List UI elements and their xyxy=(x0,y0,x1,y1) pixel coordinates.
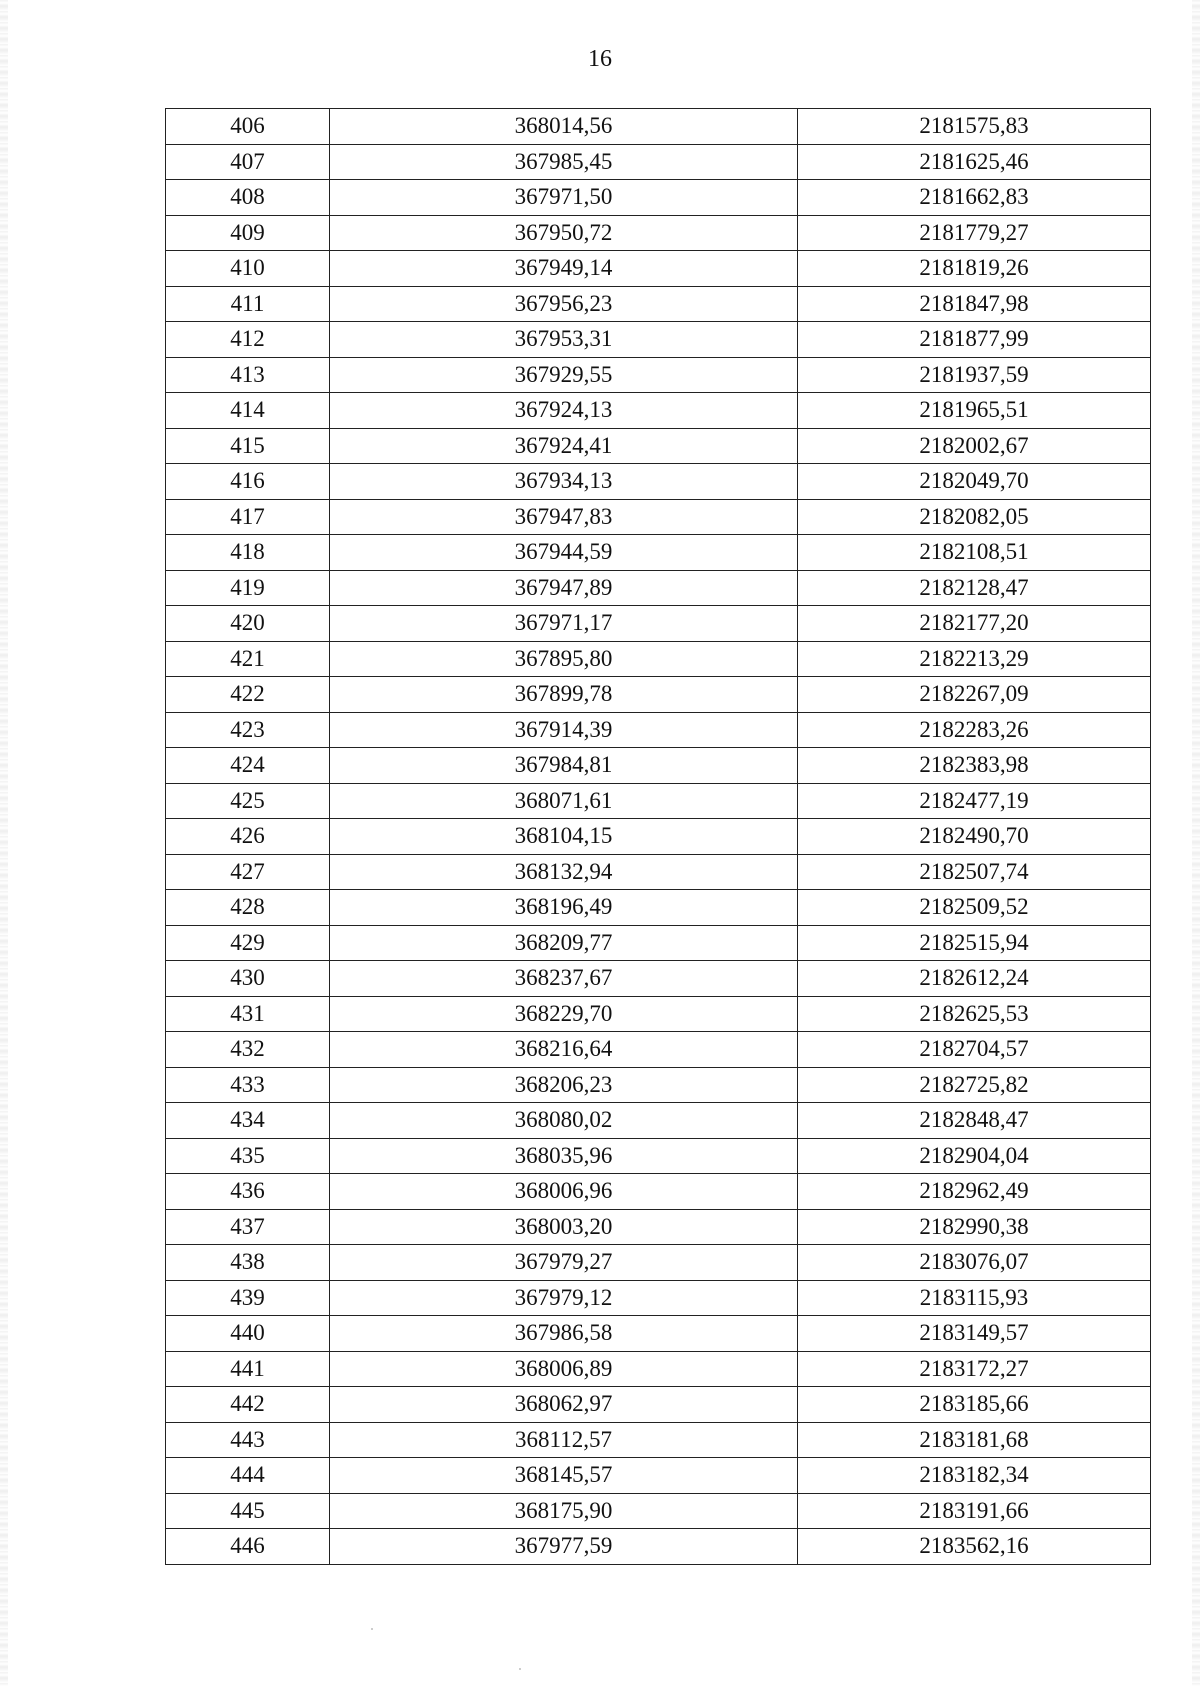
coordinates-table xyxy=(165,108,1151,1565)
point-number-cell: 425 xyxy=(166,783,330,819)
y-coordinate-cell: 2182509,52 xyxy=(798,890,1151,926)
table-row xyxy=(166,1067,1151,1103)
point-number-cell: 445 xyxy=(166,1493,330,1529)
scan-edge-right xyxy=(1192,0,1200,1686)
y-coordinate-cell: 2183191,66 xyxy=(798,1493,1151,1529)
x-coordinate-cell: 368006,89 xyxy=(330,1351,798,1387)
x-coordinate-cell: 368206,23 xyxy=(330,1067,798,1103)
x-coordinate-cell: 368145,57 xyxy=(330,1458,798,1494)
x-coordinate-cell: 368035,96 xyxy=(330,1138,798,1174)
table-row xyxy=(166,1529,1151,1565)
y-coordinate-cell: 2183076,07 xyxy=(798,1245,1151,1281)
table-row xyxy=(166,606,1151,642)
y-coordinate-cell: 2182962,49 xyxy=(798,1174,1151,1210)
x-coordinate-cell: 367895,80 xyxy=(330,641,798,677)
y-coordinate-cell: 2182477,19 xyxy=(798,783,1151,819)
x-coordinate-cell: 367953,31 xyxy=(330,322,798,358)
y-coordinate-cell: 2182108,51 xyxy=(798,535,1151,571)
x-coordinate-cell: 368080,02 xyxy=(330,1103,798,1139)
y-coordinate-cell: 2182213,29 xyxy=(798,641,1151,677)
table-row xyxy=(166,322,1151,358)
y-coordinate-cell: 2182002,67 xyxy=(798,428,1151,464)
y-coordinate-cell: 2182082,05 xyxy=(798,499,1151,535)
y-coordinate-cell: 2181625,46 xyxy=(798,144,1151,180)
y-coordinate-cell: 2183562,16 xyxy=(798,1529,1151,1565)
y-coordinate-cell: 2181937,59 xyxy=(798,357,1151,393)
point-number-cell: 410 xyxy=(166,251,330,287)
point-number-cell: 407 xyxy=(166,144,330,180)
x-coordinate-cell: 368229,70 xyxy=(330,996,798,1032)
y-coordinate-cell: 2182383,98 xyxy=(798,748,1151,784)
x-coordinate-cell: 368104,15 xyxy=(330,819,798,855)
point-number-cell: 443 xyxy=(166,1422,330,1458)
x-coordinate-cell: 368062,97 xyxy=(330,1387,798,1423)
table-row xyxy=(166,357,1151,393)
x-coordinate-cell: 367934,13 xyxy=(330,464,798,500)
table-row xyxy=(166,1138,1151,1174)
point-number-cell: 414 xyxy=(166,393,330,429)
x-coordinate-cell: 368112,57 xyxy=(330,1422,798,1458)
y-coordinate-cell: 2182848,47 xyxy=(798,1103,1151,1139)
point-number-cell: 426 xyxy=(166,819,330,855)
x-coordinate-cell: 368132,94 xyxy=(330,854,798,890)
table-row xyxy=(166,996,1151,1032)
x-coordinate-cell: 367947,89 xyxy=(330,570,798,606)
x-coordinate-cell: 367986,58 xyxy=(330,1316,798,1352)
table-row xyxy=(166,1422,1151,1458)
table-row xyxy=(166,286,1151,322)
table-row xyxy=(166,499,1151,535)
table-row xyxy=(166,890,1151,926)
y-coordinate-cell: 2182612,24 xyxy=(798,961,1151,997)
x-coordinate-cell: 367899,78 xyxy=(330,677,798,713)
scan-speck xyxy=(371,1628,373,1630)
y-coordinate-cell: 2182267,09 xyxy=(798,677,1151,713)
x-coordinate-cell: 368003,20 xyxy=(330,1209,798,1245)
table-row xyxy=(166,215,1151,251)
y-coordinate-cell: 2182725,82 xyxy=(798,1067,1151,1103)
x-coordinate-cell: 368209,77 xyxy=(330,925,798,961)
y-coordinate-cell: 2182515,94 xyxy=(798,925,1151,961)
point-number-cell: 408 xyxy=(166,180,330,216)
table-row xyxy=(166,1103,1151,1139)
point-number-cell: 424 xyxy=(166,748,330,784)
table-row xyxy=(166,854,1151,890)
table-row xyxy=(166,677,1151,713)
point-number-cell: 438 xyxy=(166,1245,330,1281)
table-row xyxy=(166,961,1151,997)
scan-speck xyxy=(519,1668,521,1670)
y-coordinate-cell: 2181965,51 xyxy=(798,393,1151,429)
point-number-cell: 421 xyxy=(166,641,330,677)
x-coordinate-cell: 367985,45 xyxy=(330,144,798,180)
point-number-cell: 444 xyxy=(166,1458,330,1494)
table-row xyxy=(166,144,1151,180)
point-number-cell: 416 xyxy=(166,464,330,500)
y-coordinate-cell: 2182704,57 xyxy=(798,1032,1151,1068)
point-number-cell: 420 xyxy=(166,606,330,642)
table-row xyxy=(166,464,1151,500)
point-number-cell: 418 xyxy=(166,535,330,571)
x-coordinate-cell: 367944,59 xyxy=(330,535,798,571)
y-coordinate-cell: 2182283,26 xyxy=(798,712,1151,748)
point-number-cell: 436 xyxy=(166,1174,330,1210)
point-number-cell: 428 xyxy=(166,890,330,926)
point-number-cell: 440 xyxy=(166,1316,330,1352)
scan-edge-left xyxy=(0,0,8,1686)
table-row xyxy=(166,109,1151,145)
y-coordinate-cell: 2183185,66 xyxy=(798,1387,1151,1423)
x-coordinate-cell: 367971,17 xyxy=(330,606,798,642)
y-coordinate-cell: 2181877,99 xyxy=(798,322,1151,358)
y-coordinate-cell: 2182990,38 xyxy=(798,1209,1151,1245)
x-coordinate-cell: 367949,14 xyxy=(330,251,798,287)
point-number-cell: 417 xyxy=(166,499,330,535)
table-row xyxy=(166,1351,1151,1387)
y-coordinate-cell: 2182904,04 xyxy=(798,1138,1151,1174)
x-coordinate-cell: 368014,56 xyxy=(330,109,798,145)
x-coordinate-cell: 367950,72 xyxy=(330,215,798,251)
x-coordinate-cell: 368071,61 xyxy=(330,783,798,819)
y-coordinate-cell: 2182625,53 xyxy=(798,996,1151,1032)
y-coordinate-cell: 2182507,74 xyxy=(798,854,1151,890)
table-row xyxy=(166,712,1151,748)
table-row xyxy=(166,1387,1151,1423)
x-coordinate-cell: 367924,13 xyxy=(330,393,798,429)
page-number: 16 xyxy=(588,46,612,72)
x-coordinate-cell: 367956,23 xyxy=(330,286,798,322)
point-number-cell: 406 xyxy=(166,109,330,145)
point-number-cell: 437 xyxy=(166,1209,330,1245)
point-number-cell: 434 xyxy=(166,1103,330,1139)
table-row xyxy=(166,748,1151,784)
point-number-cell: 413 xyxy=(166,357,330,393)
table-row xyxy=(166,251,1151,287)
table-row xyxy=(166,1316,1151,1352)
table-row xyxy=(166,1209,1151,1245)
x-coordinate-cell: 367947,83 xyxy=(330,499,798,535)
x-coordinate-cell: 368216,64 xyxy=(330,1032,798,1068)
point-number-cell: 439 xyxy=(166,1280,330,1316)
y-coordinate-cell: 2183182,34 xyxy=(798,1458,1151,1494)
point-number-cell: 446 xyxy=(166,1529,330,1565)
table-row xyxy=(166,1245,1151,1281)
table-row xyxy=(166,1280,1151,1316)
y-coordinate-cell: 2183115,93 xyxy=(798,1280,1151,1316)
table-row xyxy=(166,925,1151,961)
y-coordinate-cell: 2183181,68 xyxy=(798,1422,1151,1458)
point-number-cell: 423 xyxy=(166,712,330,748)
y-coordinate-cell: 2182177,20 xyxy=(798,606,1151,642)
table-row xyxy=(166,180,1151,216)
table-row xyxy=(166,1032,1151,1068)
x-coordinate-cell: 367971,50 xyxy=(330,180,798,216)
x-coordinate-cell: 368196,49 xyxy=(330,890,798,926)
point-number-cell: 427 xyxy=(166,854,330,890)
point-number-cell: 442 xyxy=(166,1387,330,1423)
point-number-cell: 435 xyxy=(166,1138,330,1174)
table-row xyxy=(166,1458,1151,1494)
point-number-cell: 441 xyxy=(166,1351,330,1387)
point-number-cell: 422 xyxy=(166,677,330,713)
point-number-cell: 430 xyxy=(166,961,330,997)
point-number-cell: 412 xyxy=(166,322,330,358)
x-coordinate-cell: 367984,81 xyxy=(330,748,798,784)
table-row xyxy=(166,641,1151,677)
y-coordinate-cell: 2181779,27 xyxy=(798,215,1151,251)
y-coordinate-cell: 2183149,57 xyxy=(798,1316,1151,1352)
point-number-cell: 433 xyxy=(166,1067,330,1103)
y-coordinate-cell: 2182490,70 xyxy=(798,819,1151,855)
x-coordinate-cell: 368175,90 xyxy=(330,1493,798,1529)
point-number-cell: 419 xyxy=(166,570,330,606)
x-coordinate-cell: 367977,59 xyxy=(330,1529,798,1565)
coordinates-table-body xyxy=(166,109,1151,1565)
x-coordinate-cell: 367979,27 xyxy=(330,1245,798,1281)
point-number-cell: 429 xyxy=(166,925,330,961)
y-coordinate-cell: 2181847,98 xyxy=(798,286,1151,322)
x-coordinate-cell: 368006,96 xyxy=(330,1174,798,1210)
y-coordinate-cell: 2182049,70 xyxy=(798,464,1151,500)
y-coordinate-cell: 2181575,83 xyxy=(798,109,1151,145)
y-coordinate-cell: 2181819,26 xyxy=(798,251,1151,287)
table-row xyxy=(166,1493,1151,1529)
x-coordinate-cell: 368237,67 xyxy=(330,961,798,997)
x-coordinate-cell: 367924,41 xyxy=(330,428,798,464)
x-coordinate-cell: 367979,12 xyxy=(330,1280,798,1316)
x-coordinate-cell: 367914,39 xyxy=(330,712,798,748)
point-number-cell: 411 xyxy=(166,286,330,322)
table-row xyxy=(166,570,1151,606)
point-number-cell: 409 xyxy=(166,215,330,251)
point-number-cell: 415 xyxy=(166,428,330,464)
table-row xyxy=(166,393,1151,429)
table-row xyxy=(166,535,1151,571)
y-coordinate-cell: 2183172,27 xyxy=(798,1351,1151,1387)
point-number-cell: 432 xyxy=(166,1032,330,1068)
table-row xyxy=(166,819,1151,855)
table-row xyxy=(166,428,1151,464)
y-coordinate-cell: 2181662,83 xyxy=(798,180,1151,216)
x-coordinate-cell: 367929,55 xyxy=(330,357,798,393)
table-row xyxy=(166,1174,1151,1210)
table-row xyxy=(166,783,1151,819)
point-number-cell: 431 xyxy=(166,996,330,1032)
y-coordinate-cell: 2182128,47 xyxy=(798,570,1151,606)
